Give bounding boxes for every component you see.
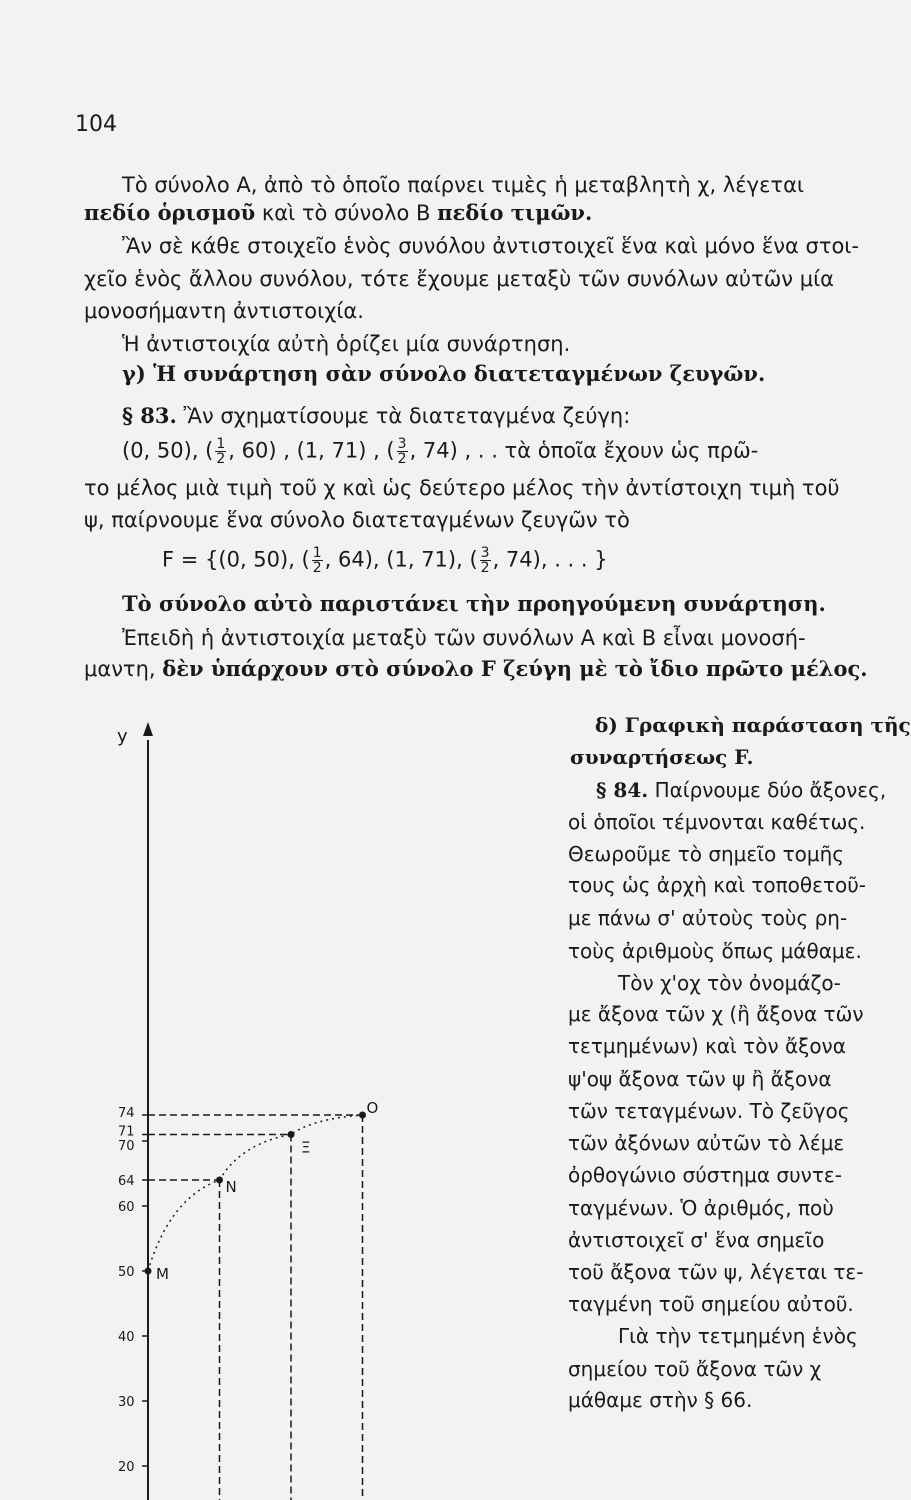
section-number: § 84.: [596, 778, 649, 802]
text-span: , 60) , (1, 71) , (: [228, 438, 395, 463]
text-line: ψ'οψ ἄξονα τῶν ψ ἢ ἄξονα: [568, 1067, 832, 1091]
point-label: N: [225, 1178, 237, 1196]
text-line: [122, 403, 630, 429]
text-line: Τὸν χ'οχ τὸν ὀνομάζο-: [618, 971, 841, 995]
text-span: , 64), (1, 71), (: [324, 547, 478, 572]
y-tick-label: 64: [118, 1174, 135, 1189]
text-line: τους ὡς ἀρχὴ καὶ τοποθετοῦ-: [568, 873, 867, 897]
fraction-half: $\frac{1}{2}$: [312, 545, 322, 576]
text-line: [122, 437, 758, 466]
text-line: Ἂν σὲ κάθε στοιχεῖο ἑνὸς συνόλου ἀντιστοιχεῖ ἕνα καὶ μόνο ἕνα στοι-: [122, 234, 859, 258]
text-line: Θεωροῦμε τὸ σημεῖο τομῆς: [568, 842, 844, 866]
text-line: [596, 777, 886, 803]
section-heading: γ) Ἡ συνάρτηση σὰν σύνολο διατεταγμένων ζευγῶν.: [122, 361, 766, 386]
text-line: ἀντιστοιχεῖ σ' ἕνα σημεῖο: [568, 1228, 825, 1252]
text-line: σημείου τοῦ ἄξονα τῶν χ: [568, 1357, 822, 1381]
text-line: τῶν τεταγμένων. Τὸ ζεῦγος: [568, 1099, 850, 1123]
text-line: μάθαμε στὴν § 66.: [568, 1388, 753, 1412]
text-line: τοῦ ἄξονα τῶν ψ, λέγεται τε-: [568, 1260, 864, 1284]
y-axis-label: y: [117, 726, 128, 747]
point-M: [145, 1268, 152, 1275]
point-label: O: [366, 1099, 379, 1117]
text-line: με ἄξονα τῶν χ (ἢ ἄξονα τῶν: [568, 1002, 864, 1026]
y-arrow-icon: [143, 722, 153, 736]
text-line: Ἡ ἀντιστοιχία αὐτὴ ὁρίζει μία συνάρτηση.: [122, 332, 571, 356]
fraction-three-halves: $\frac{3}{2}$: [397, 436, 407, 467]
bold-statement: δὲν ὑπάρχουν στὸ σύνολο F ζεύγη μὲ τὸ ἴδιο πρῶτο μέλος.: [162, 656, 868, 681]
text-line: μονοσήμαντη ἀντιστοιχία.: [84, 299, 364, 323]
text-line: οἱ ὁποῖοι τέμνονται καθέτως.: [568, 810, 866, 834]
section-number: § 83.: [122, 403, 177, 428]
text-line: τοὺς ἀριθμοὺς ὅπως μάθαμε.: [568, 939, 862, 963]
text-line: Τὸ σύνολο Α, ἀπὸ τὸ ὁποῖο παίρνει τιμὲς ἡ μεταβλητὴ χ, λέγεται: [122, 173, 805, 197]
text-line: [84, 200, 592, 226]
y-tick-label: 50: [118, 1265, 135, 1280]
function-curve: [148, 1115, 363, 1271]
text-line: με πάνω σ' αὐτοὺς τοὺς ρη-: [568, 906, 848, 930]
point-O: [359, 1112, 366, 1119]
text-line: τετμημένων) καὶ τὸν ἄξονα: [568, 1034, 846, 1058]
text-span: (0, 50), (: [122, 438, 214, 463]
y-tick-label: 20: [118, 1460, 135, 1475]
term-range: πεδίο τιμῶν.: [437, 200, 593, 225]
fraction-half: $\frac{1}{2}$: [216, 436, 226, 467]
text-line: Γιὰ τὴν τετμημένη ἑνὸς: [618, 1324, 858, 1348]
section-heading: συναρτήσεως F.: [570, 745, 754, 769]
y-tick-label: 60: [118, 1200, 135, 1215]
text-line: χεῖο ἑνὸς ἄλλου συνόλου, τότε ἔχουμε μεταξὺ τῶν συνόλων αὐτῶν μία: [84, 267, 835, 291]
text-span: Παίρνουμε δύο ἄξονες,: [654, 778, 887, 802]
bold-statement: Τὸ σύνολο αὐτὸ παριστάνει τὴν προηγούμενη συνάρτηση.: [122, 591, 826, 616]
text-span: καὶ τὸ σύνολο Β: [261, 201, 431, 225]
text-span: Ἂν σχηματίσουμε τὰ διατεταγμένα ζεύγη:: [183, 404, 631, 428]
term-domain: πεδίο ὁρισμοῦ: [84, 200, 256, 225]
point-label: Ξ: [301, 1138, 311, 1157]
text-span: F = {(0, 50), (: [162, 547, 310, 572]
text-span: , 74) , . . τὰ ὁποῖα ἔχουν ὡς πρῶ-: [409, 438, 759, 463]
y-tick-label: 30: [118, 1395, 135, 1410]
y-tick-label: 74: [118, 1106, 135, 1121]
text-line: ψ, παίρνουμε ἕνα σύνολο διατεταγμένων ζευγῶν τὸ: [84, 508, 630, 532]
text-line: το μέλος μιὰ τιμὴ τοῦ χ καὶ ὡς δεύτερο μέλος τὴν ἀντίστοιχη τιμὴ τοῦ: [84, 476, 840, 500]
text-span: μαντη,: [84, 657, 156, 681]
fraction-three-halves: $\frac{3}{2}$: [480, 545, 490, 576]
section-heading: δ) Γραφικὴ παράσταση τῆς: [595, 713, 911, 737]
point-label: M: [156, 1265, 169, 1283]
point-N: [216, 1177, 223, 1184]
text-span: , 74), . . . }: [492, 547, 608, 572]
point-Ξ: [288, 1131, 295, 1138]
page-number: 104: [75, 112, 117, 137]
y-tick-label: 40: [118, 1330, 135, 1345]
text-line: [84, 656, 868, 682]
text-line: ταγμένη τοῦ σημείου αὐτοῦ.: [568, 1292, 854, 1316]
text-line: ταγμένων. Ὁ ἀριθμός, ποὺ: [568, 1196, 834, 1220]
text-line: Ἐπειδὴ ἡ ἀντιστοιχία μεταξὺ τῶν συνόλων Α καὶ Β εἶναι μονοσή-: [122, 626, 806, 650]
text-line: ὀρθογώνιο σύστημα συντε-: [568, 1163, 842, 1187]
y-tick-label: 70: [118, 1139, 135, 1154]
text-line: τῶν ἀξόνων αὐτῶν τὸ λέμε: [568, 1131, 845, 1155]
y-tick-label: 71: [118, 1124, 135, 1140]
text-line: [162, 546, 608, 575]
